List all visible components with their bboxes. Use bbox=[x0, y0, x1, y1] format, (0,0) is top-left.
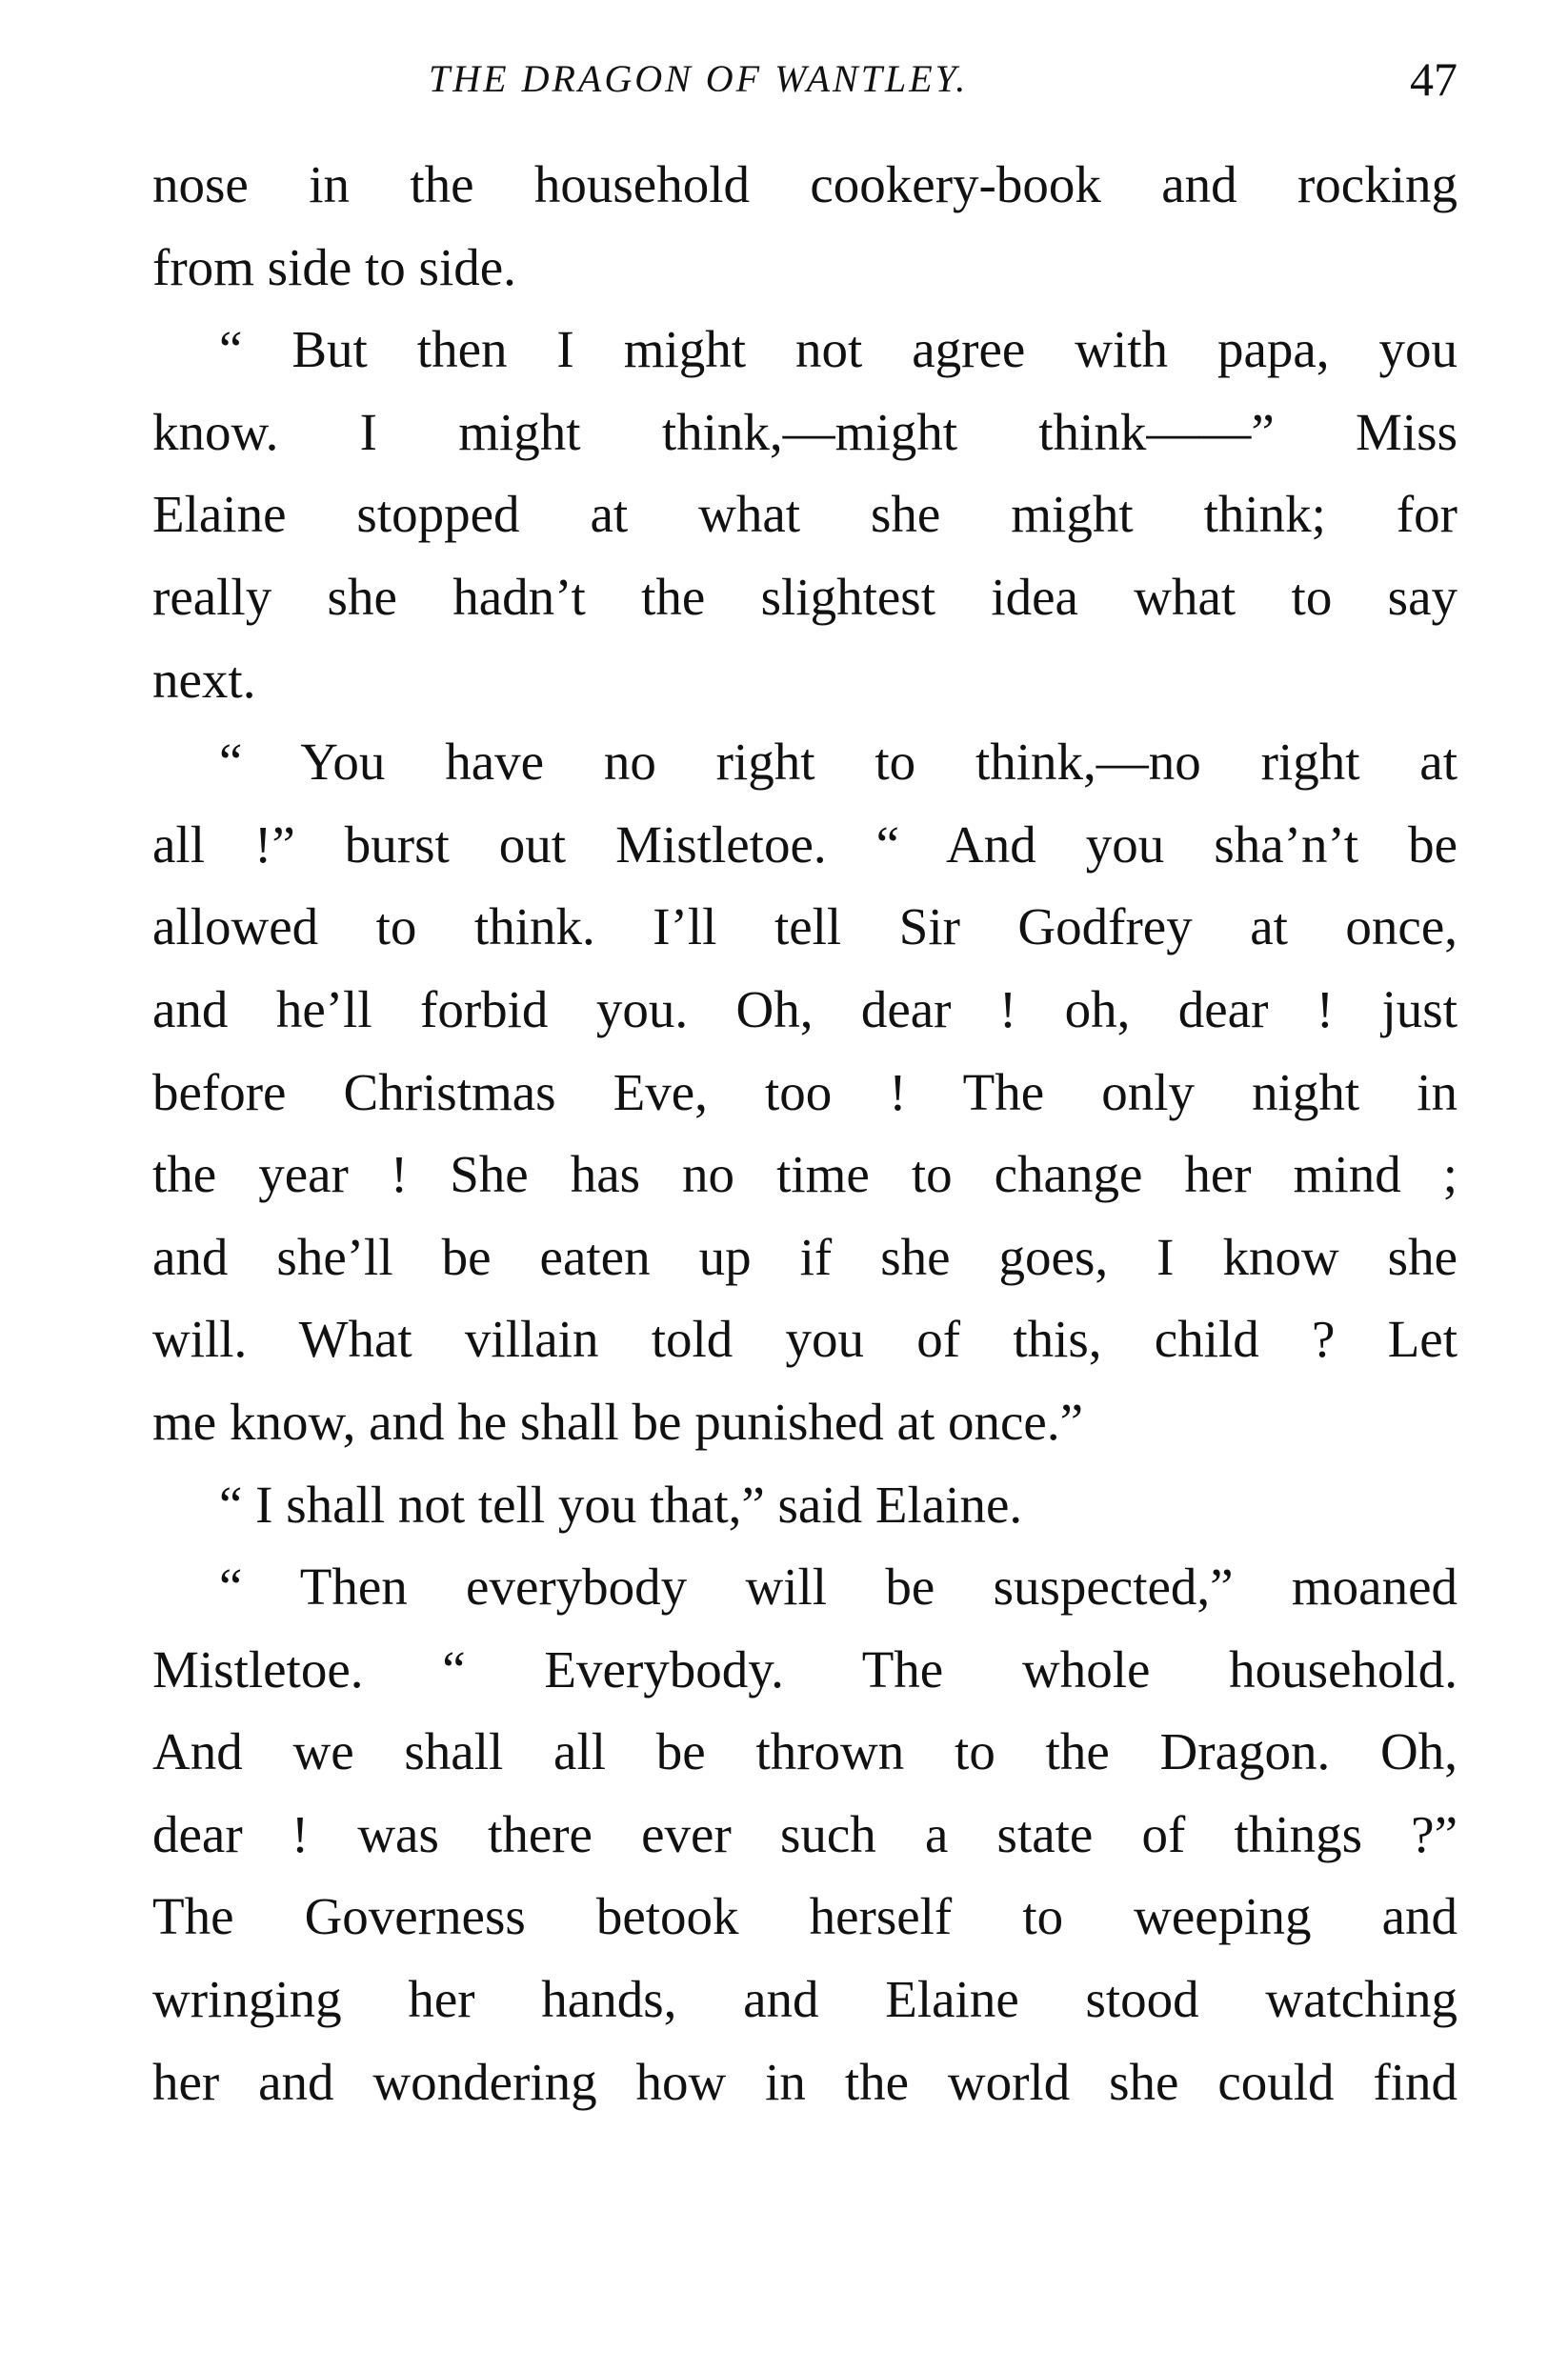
running-header bbox=[152, 46, 1457, 112]
text-line: “ But then I might not agree with papa, you bbox=[219, 320, 1457, 379]
text-line: her and wondering how in the world she could find bbox=[152, 2052, 1457, 2111]
page-number: 47 bbox=[1410, 52, 1457, 106]
text-line: know. I might think,—might think——” Miss bbox=[152, 402, 1457, 461]
text-line: “ You have no right to think,—no right at bbox=[219, 733, 1457, 792]
text-line: Elaine stopped at what she might think; for bbox=[152, 485, 1457, 544]
text-line: And we shall all be thrown to the Dragon. Oh, bbox=[152, 1722, 1457, 1781]
text-line: me know, and he shall be punished at once.” bbox=[152, 1392, 1083, 1451]
text-line: will. What villain told you of this, child ? Let bbox=[152, 1310, 1457, 1369]
text-line: all !” burst out Mistletoe. “ And you sha’n’t be bbox=[152, 814, 1457, 874]
text-line: from side to side. bbox=[152, 237, 516, 296]
text-line: Mistletoe. “ Everybody. The whole household. bbox=[152, 1639, 1457, 1699]
text-line: wringing her hands, and Elaine stood watching bbox=[152, 1970, 1457, 2029]
text-line: allowed to think. I’ll tell Sir Godfrey at once, bbox=[152, 897, 1457, 956]
text-line: and she’ll be eaten up if she goes, I know she bbox=[152, 1227, 1457, 1286]
text-line: dear ! was there ever such a state of things ?” bbox=[152, 1804, 1457, 1863]
running-title: THE DRAGON OF WANTLEY. bbox=[429, 57, 969, 100]
text-line: really she hadn’t the slightest idea what to say bbox=[152, 567, 1457, 626]
text-line: nose in the household cookery-book and rocking bbox=[152, 155, 1457, 213]
body-text bbox=[152, 144, 1457, 2123]
text-line: “ I shall not tell you that,” said Elaine. bbox=[219, 1475, 1023, 1534]
text-line: and he’ll forbid you. Oh, dear ! oh, dear ! just bbox=[152, 979, 1457, 1038]
text-line: “ Then everybody will be suspected,” moaned bbox=[219, 1558, 1457, 1617]
text-line: next. bbox=[152, 650, 256, 709]
text-line: before Christmas Eve, too ! The only night in bbox=[152, 1062, 1457, 1121]
text-line: The Governess betook herself to weeping and bbox=[152, 1887, 1457, 1946]
text-line: the year ! She has no time to change her mind ; bbox=[152, 1145, 1457, 1204]
